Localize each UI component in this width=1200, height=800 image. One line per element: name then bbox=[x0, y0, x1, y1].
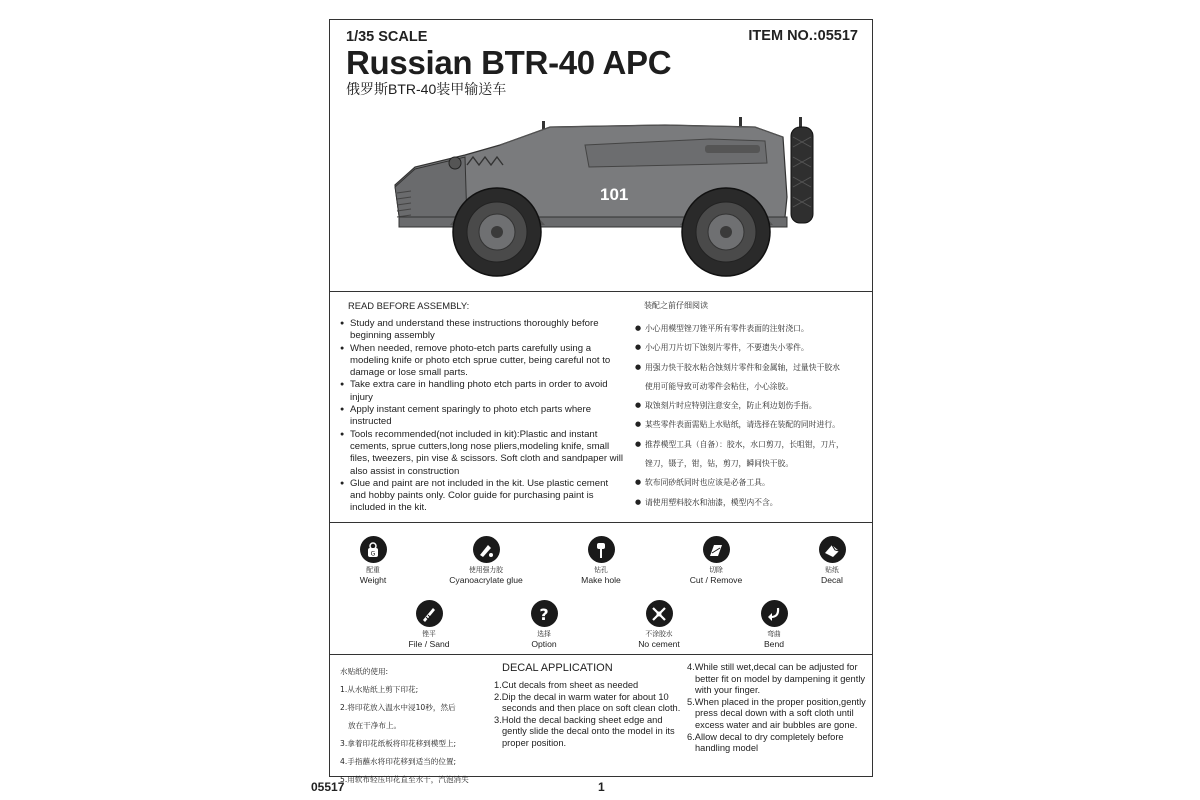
rear-wheel bbox=[682, 188, 770, 276]
page-title: Russian BTR-40 APC bbox=[346, 44, 672, 81]
item-number: ITEM NO.:05517 bbox=[748, 28, 858, 44]
read-before-heading: READ BEFORE ASSEMBLY: bbox=[348, 300, 470, 311]
list-item: ● Study and understand these instructions thoroughly before beginning assembly bbox=[340, 318, 626, 343]
glue-icon bbox=[473, 536, 500, 563]
question-icon bbox=[531, 600, 558, 627]
list-item: 4.While still wet,decal can be adjusted for better fit on model by dampening it gently with your finger. bbox=[687, 662, 866, 696]
page-subtitle-zh: 俄罗斯BTR-40装甲输送车 bbox=[346, 81, 507, 97]
list-item: ● 小心用模型锉刀锉平所有零件表面的注射浇口。 bbox=[635, 319, 867, 338]
spare-tire bbox=[791, 127, 813, 223]
list-item: ● 推荐模型工具（自备）：胶水，水口剪刀，长咀钳，刀片， bbox=[635, 435, 867, 454]
list-item: 2.将印花放入温水中浸10秒，然后 bbox=[340, 703, 456, 712]
list-item: ● When needed, remove photo-etch parts carefully using a modeling knife or photo etch sprue cutter, being careful not to damage or lose small parts. bbox=[340, 343, 626, 380]
section-divider bbox=[330, 522, 872, 523]
section-divider bbox=[330, 654, 872, 655]
file-icon bbox=[416, 600, 443, 627]
headlight bbox=[449, 157, 461, 169]
instruction-sheet bbox=[329, 19, 873, 784]
product-code: 05517 bbox=[311, 780, 345, 794]
list-item: 3.拿着印花纸板将印花移到模型上; bbox=[340, 739, 457, 748]
list-item: ● 软布同砂纸同时也应该是必备工具。 bbox=[635, 473, 867, 492]
list-item: 5.When placed in the proper position,gently press decal down with a soft cloth until excess water and air bubbles are gone. bbox=[687, 696, 866, 730]
svg-text:?: ? bbox=[539, 604, 549, 623]
list-item: ● 某些零件表面需贴上水贴纸，请选择在装配的同时进行。 bbox=[635, 415, 867, 434]
list-item: ● 取蚀刻片时应特别注意安全，防止利边划伤手指。 bbox=[635, 396, 867, 415]
page-number: 1 bbox=[598, 780, 605, 794]
decal-steps-en-1 bbox=[494, 680, 684, 750]
no-cement-icon bbox=[646, 600, 673, 627]
vehicle-illustration bbox=[355, 105, 815, 280]
symbol-drill: 钻孔 Make hole bbox=[551, 536, 651, 585]
list-item: ● Glue and paint are not included in the kit. Use plastic cement and hobby paints only. Color guide for purchasing paint is included in the kit. bbox=[340, 478, 626, 515]
bend-icon bbox=[761, 600, 788, 627]
list-item: 4.手指蘸水将印花移到适当的位置; bbox=[340, 757, 457, 766]
cut-icon bbox=[703, 536, 730, 563]
list-item: ● Tools recommended(not included in kit):Plastic and instant cements, sprue cutters,long nose pliers,modeling knife, small files, tweezers, pin vise & scissors. Soft cloth and sandpaper will also assist in construction bbox=[340, 429, 626, 478]
list-item: 5.用软布轻压印花直至水干，汽泡消失 bbox=[340, 775, 469, 784]
section-divider bbox=[330, 291, 872, 292]
symbol-glue: 使用强力胶 Cyanoacrylate glue bbox=[436, 536, 536, 585]
svg-text:G: G bbox=[370, 550, 376, 557]
front-wheel bbox=[453, 188, 541, 276]
list-item: ● 用强力快干胶水粘合蚀刻片零件和金属轴，过量快干胶水 bbox=[635, 358, 867, 377]
drill-icon bbox=[588, 536, 615, 563]
symbol-bend: 弯曲 Bend bbox=[724, 600, 824, 649]
scale-label: 1/35 SCALE bbox=[346, 29, 428, 45]
read-before-heading-zh: 装配之前仔细阅读 bbox=[644, 301, 708, 310]
list-item: 3.Hold the decal backing sheet edge and gently slide the decal onto the model in its proper position. bbox=[494, 714, 675, 748]
vision-slot bbox=[705, 145, 760, 153]
decal-heading: DECAL APPLICATION bbox=[502, 662, 613, 674]
decal-heading-zh: 水贴纸的使用: bbox=[340, 667, 389, 676]
symbol-option: ? 选择 Option bbox=[494, 600, 594, 649]
list-item: ● 小心用刀片切下蚀刻片零件，不要遗失小零件。 bbox=[635, 338, 867, 357]
symbol-no-cement: 不涂胶水 No cement bbox=[609, 600, 709, 649]
symbol-file: 锉平 File / Sand bbox=[379, 600, 479, 649]
assembly-notes-en bbox=[340, 318, 626, 515]
decal-instructions-zh bbox=[340, 663, 469, 789]
weight-icon bbox=[360, 536, 387, 563]
symbol-cut: 切除 Cut / Remove bbox=[666, 536, 766, 585]
list-item: ● Take extra care in handling photo etch parts in order to avoid injury bbox=[340, 379, 626, 404]
list-item: ● 请使用塑料胶水和油漆，模型内不含。 bbox=[635, 493, 867, 512]
list-item: 6.Allow decal to dry completely before handling model bbox=[687, 731, 844, 754]
list-item: 1.Cut decals from sheet as needed bbox=[494, 680, 639, 690]
decal-steps-en-2 bbox=[687, 662, 869, 755]
vehicle-number: 101 bbox=[600, 185, 629, 204]
list-item: 放在干净布上。 bbox=[348, 721, 402, 730]
list-item: 锉刀，镊子，钳，钻，剪刀，瞬间快干胶。 bbox=[645, 459, 794, 469]
decal-icon bbox=[819, 536, 846, 563]
list-item: ● Apply instant cement sparingly to photo etch parts where instructed bbox=[340, 404, 626, 429]
list-item: 1.从水贴纸上剪下印花; bbox=[340, 685, 419, 694]
list-item: 使用可能导致可动零件会粘住，小心涂胶。 bbox=[645, 381, 794, 391]
symbol-weight: G 配重 Weight bbox=[323, 536, 423, 585]
list-item: 2.Dip the decal in warm water for about 10 seconds and then place on soft clean cloth. bbox=[494, 691, 681, 714]
symbol-decal: 贴纸 Decal bbox=[782, 536, 882, 585]
assembly-notes-zh bbox=[635, 319, 867, 512]
